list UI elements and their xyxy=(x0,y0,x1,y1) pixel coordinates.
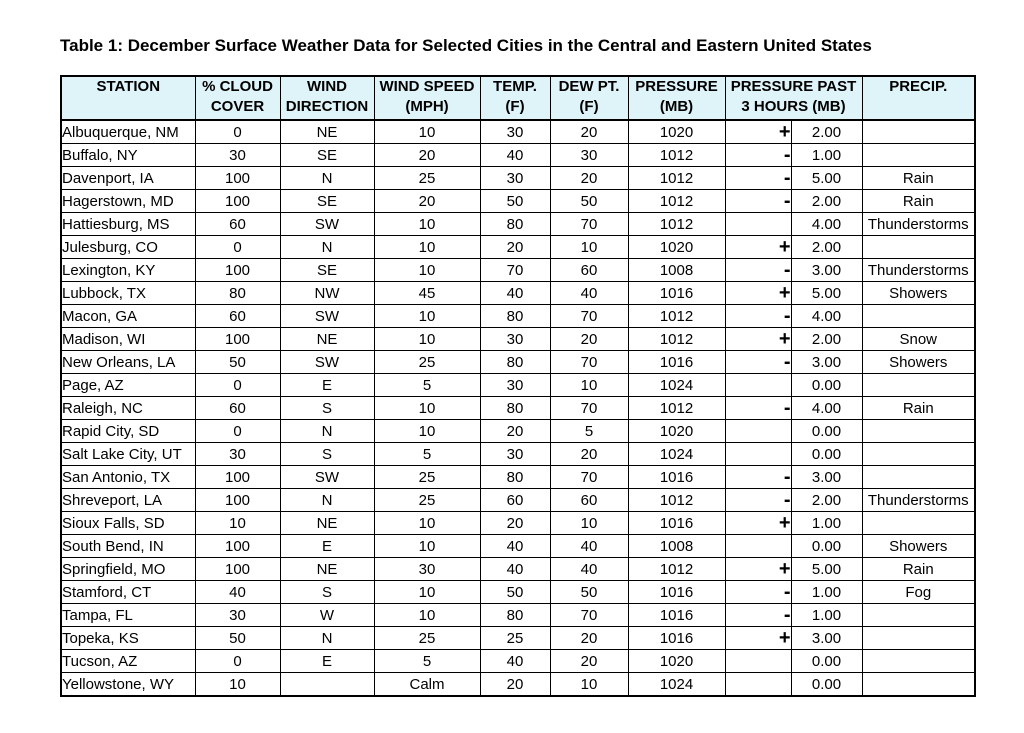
wind-direction-cell: SE xyxy=(280,259,374,282)
pressure-cell: 1012 xyxy=(628,144,725,167)
precip-cell: Showers xyxy=(862,535,975,558)
table-row xyxy=(61,443,975,466)
dew-point-cell: 40 xyxy=(550,535,628,558)
dew-point-cell: 20 xyxy=(550,443,628,466)
wind-speed-cell: 5 xyxy=(374,443,480,466)
pressure-cell: 1024 xyxy=(628,443,725,466)
pressure-past-cell: 3.00 xyxy=(791,351,862,374)
cloud-cover-cell: 100 xyxy=(195,190,280,213)
temp-cell: 20 xyxy=(480,236,550,259)
pressure-past-cell: 0.00 xyxy=(791,673,862,697)
header-temp: TEMP. (F) xyxy=(480,76,550,120)
station-cell: San Antonio, TX xyxy=(61,466,195,489)
table-row xyxy=(61,673,975,697)
pressure-past-cell: 1.00 xyxy=(791,581,862,604)
pressure-cell: 1012 xyxy=(628,167,725,190)
temp-cell: 30 xyxy=(480,374,550,397)
table-row xyxy=(61,650,975,673)
cloud-cover-cell: 100 xyxy=(195,259,280,282)
dew-point-cell: 70 xyxy=(550,466,628,489)
cloud-cover-cell: 50 xyxy=(195,351,280,374)
pressure-past-cell: 2.00 xyxy=(791,236,862,259)
wind-direction-cell: N xyxy=(280,420,374,443)
station-cell: Raleigh, NC xyxy=(61,397,195,420)
station-cell: Topeka, KS xyxy=(61,627,195,650)
wind-direction-cell: SW xyxy=(280,466,374,489)
pressure-past-cell: 2.00 xyxy=(791,190,862,213)
station-cell: Davenport, IA xyxy=(61,167,195,190)
temp-cell: 30 xyxy=(480,328,550,351)
pressure-cell: 1020 xyxy=(628,420,725,443)
precip-cell xyxy=(862,374,975,397)
table-row xyxy=(61,512,975,535)
temp-cell: 50 xyxy=(480,190,550,213)
wind-direction-cell: E xyxy=(280,535,374,558)
cloud-cover-cell: 60 xyxy=(195,397,280,420)
pressure-trend-sign: + xyxy=(725,512,791,535)
table-row xyxy=(61,604,975,627)
pressure-cell: 1008 xyxy=(628,535,725,558)
temp-cell: 80 xyxy=(480,213,550,236)
dew-point-cell: 50 xyxy=(550,190,628,213)
pressure-past-cell: 4.00 xyxy=(791,213,862,236)
wind-speed-cell: Calm xyxy=(374,673,480,697)
pressure-cell: 1024 xyxy=(628,673,725,697)
pressure-trend-sign xyxy=(725,535,791,558)
precip-cell: Thunderstorms xyxy=(862,213,975,236)
wind-speed-cell: 25 xyxy=(374,466,480,489)
table-row xyxy=(61,374,975,397)
pressure-trend-sign xyxy=(725,673,791,697)
cloud-cover-cell: 30 xyxy=(195,144,280,167)
temp-cell: 80 xyxy=(480,466,550,489)
station-cell: Sioux Falls, SD xyxy=(61,512,195,535)
wind-speed-cell: 5 xyxy=(374,374,480,397)
dew-point-cell: 20 xyxy=(550,627,628,650)
cloud-cover-cell: 100 xyxy=(195,328,280,351)
precip-cell xyxy=(862,305,975,328)
wind-speed-cell: 20 xyxy=(374,190,480,213)
precip-cell xyxy=(862,466,975,489)
temp-cell: 20 xyxy=(480,673,550,697)
dew-point-cell: 60 xyxy=(550,489,628,512)
wind-direction-cell: SE xyxy=(280,144,374,167)
wind-direction-cell: E xyxy=(280,374,374,397)
table-row xyxy=(61,328,975,351)
station-cell: Shreveport, LA xyxy=(61,489,195,512)
station-cell: Springfield, MO xyxy=(61,558,195,581)
dew-point-cell: 70 xyxy=(550,305,628,328)
precip-cell xyxy=(862,512,975,535)
wind-speed-cell: 10 xyxy=(374,581,480,604)
precip-cell xyxy=(862,120,975,144)
pressure-trend-sign: - xyxy=(725,466,791,489)
temp-cell: 40 xyxy=(480,144,550,167)
dew-point-cell: 20 xyxy=(550,328,628,351)
station-cell: New Orleans, LA xyxy=(61,351,195,374)
precip-cell: Fog xyxy=(862,581,975,604)
temp-cell: 30 xyxy=(480,443,550,466)
table-row xyxy=(61,282,975,305)
wind-speed-cell: 10 xyxy=(374,236,480,259)
pressure-cell: 1012 xyxy=(628,305,725,328)
table-row xyxy=(61,259,975,282)
dew-point-cell: 70 xyxy=(550,351,628,374)
wind-direction-cell: SW xyxy=(280,213,374,236)
pressure-past-cell: 3.00 xyxy=(791,259,862,282)
cloud-cover-cell: 50 xyxy=(195,627,280,650)
cloud-cover-cell: 100 xyxy=(195,535,280,558)
precip-cell xyxy=(862,627,975,650)
cloud-cover-cell: 0 xyxy=(195,120,280,144)
pressure-trend-sign: + xyxy=(725,120,791,144)
pressure-cell: 1020 xyxy=(628,650,725,673)
precip-cell xyxy=(862,604,975,627)
pressure-cell: 1012 xyxy=(628,397,725,420)
dew-point-cell: 50 xyxy=(550,581,628,604)
cloud-cover-cell: 100 xyxy=(195,466,280,489)
table-row xyxy=(61,144,975,167)
cloud-cover-cell: 0 xyxy=(195,374,280,397)
weather-data-table xyxy=(60,75,976,697)
pressure-cell: 1016 xyxy=(628,604,725,627)
wind-direction-cell: SW xyxy=(280,351,374,374)
pressure-trend-sign xyxy=(725,420,791,443)
precip-cell: Rain xyxy=(862,558,975,581)
temp-cell: 40 xyxy=(480,535,550,558)
pressure-cell: 1016 xyxy=(628,466,725,489)
station-cell: Salt Lake City, UT xyxy=(61,443,195,466)
pressure-past-cell: 4.00 xyxy=(791,305,862,328)
wind-speed-cell: 25 xyxy=(374,627,480,650)
wind-direction-cell: NW xyxy=(280,282,374,305)
pressure-trend-sign: + xyxy=(725,558,791,581)
precip-cell: Thunderstorms xyxy=(862,489,975,512)
pressure-trend-sign: - xyxy=(725,581,791,604)
pressure-cell: 1012 xyxy=(628,190,725,213)
dew-point-cell: 10 xyxy=(550,374,628,397)
wind-direction-cell: S xyxy=(280,581,374,604)
dew-point-cell: 20 xyxy=(550,167,628,190)
cloud-cover-cell: 40 xyxy=(195,581,280,604)
wind-speed-cell: 10 xyxy=(374,604,480,627)
pressure-trend-sign: - xyxy=(725,397,791,420)
wind-direction-cell: NE xyxy=(280,512,374,535)
pressure-past-cell: 0.00 xyxy=(791,420,862,443)
station-cell: Hattiesburg, MS xyxy=(61,213,195,236)
pressure-trend-sign: - xyxy=(725,259,791,282)
temp-cell: 40 xyxy=(480,282,550,305)
station-cell: Tucson, AZ xyxy=(61,650,195,673)
cloud-cover-cell: 100 xyxy=(195,167,280,190)
precip-cell: Showers xyxy=(862,351,975,374)
pressure-trend-sign: - xyxy=(725,144,791,167)
pressure-past-cell: 5.00 xyxy=(791,282,862,305)
pressure-trend-sign: - xyxy=(725,190,791,213)
dew-point-cell: 10 xyxy=(550,512,628,535)
pressure-cell: 1012 xyxy=(628,328,725,351)
pressure-cell: 1008 xyxy=(628,259,725,282)
wind-speed-cell: 10 xyxy=(374,420,480,443)
wind-speed-cell: 10 xyxy=(374,512,480,535)
cloud-cover-cell: 30 xyxy=(195,443,280,466)
pressure-trend-sign: - xyxy=(725,489,791,512)
wind-speed-cell: 10 xyxy=(374,259,480,282)
pressure-past-cell: 3.00 xyxy=(791,627,862,650)
wind-direction-cell: S xyxy=(280,397,374,420)
table-row xyxy=(61,190,975,213)
pressure-past-cell: 0.00 xyxy=(791,650,862,673)
precip-cell: Rain xyxy=(862,397,975,420)
precip-cell xyxy=(862,144,975,167)
dew-point-cell: 60 xyxy=(550,259,628,282)
header-wind-speed: WIND SPEED (MPH) xyxy=(374,76,480,120)
table-row xyxy=(61,420,975,443)
station-cell: Lubbock, TX xyxy=(61,282,195,305)
cloud-cover-cell: 0 xyxy=(195,236,280,259)
cloud-cover-cell: 80 xyxy=(195,282,280,305)
wind-speed-cell: 10 xyxy=(374,397,480,420)
precip-cell: Showers xyxy=(862,282,975,305)
pressure-cell: 1020 xyxy=(628,120,725,144)
temp-cell: 80 xyxy=(480,604,550,627)
station-cell: Yellowstone, WY xyxy=(61,673,195,697)
cloud-cover-cell: 0 xyxy=(195,650,280,673)
pressure-past-cell: 1.00 xyxy=(791,144,862,167)
pressure-cell: 1012 xyxy=(628,213,725,236)
wind-direction-cell: E xyxy=(280,650,374,673)
wind-speed-cell: 45 xyxy=(374,282,480,305)
wind-direction-cell: SE xyxy=(280,190,374,213)
header-wind-direction: WIND DIRECTION xyxy=(280,76,374,120)
header-cloud-cover: % CLOUD COVER xyxy=(195,76,280,120)
pressure-trend-sign: - xyxy=(725,604,791,627)
temp-cell: 20 xyxy=(480,512,550,535)
table-row xyxy=(61,535,975,558)
station-cell: Macon, GA xyxy=(61,305,195,328)
pressure-cell: 1012 xyxy=(628,489,725,512)
station-cell: Albuquerque, NM xyxy=(61,120,195,144)
header-precip: PRECIP. xyxy=(862,76,975,120)
dew-point-cell: 70 xyxy=(550,604,628,627)
wind-direction-cell: NE xyxy=(280,120,374,144)
precip-cell: Snow xyxy=(862,328,975,351)
precip-cell xyxy=(862,236,975,259)
precip-cell: Rain xyxy=(862,190,975,213)
wind-direction-cell: N xyxy=(280,489,374,512)
pressure-past-cell: 5.00 xyxy=(791,558,862,581)
station-cell: Rapid City, SD xyxy=(61,420,195,443)
pressure-past-cell: 4.00 xyxy=(791,397,862,420)
header-station: STATION xyxy=(61,76,195,120)
wind-speed-cell: 30 xyxy=(374,558,480,581)
pressure-past-cell: 2.00 xyxy=(791,328,862,351)
table-row xyxy=(61,627,975,650)
station-cell: Stamford, CT xyxy=(61,581,195,604)
precip-cell xyxy=(862,420,975,443)
pressure-past-cell: 5.00 xyxy=(791,167,862,190)
pressure-trend-sign: + xyxy=(725,236,791,259)
pressure-cell: 1016 xyxy=(628,627,725,650)
table-row xyxy=(61,558,975,581)
pressure-cell: 1012 xyxy=(628,558,725,581)
pressure-cell: 1016 xyxy=(628,351,725,374)
pressure-past-cell: 0.00 xyxy=(791,374,862,397)
station-cell: Madison, WI xyxy=(61,328,195,351)
temp-cell: 30 xyxy=(480,120,550,144)
pressure-cell: 1016 xyxy=(628,581,725,604)
precip-cell xyxy=(862,673,975,697)
pressure-past-cell: 0.00 xyxy=(791,443,862,466)
header-pressure-past: PRESSURE PAST 3 HOURS (MB) xyxy=(725,76,862,120)
cloud-cover-cell: 60 xyxy=(195,213,280,236)
temp-cell: 20 xyxy=(480,420,550,443)
table-row xyxy=(61,167,975,190)
wind-speed-cell: 10 xyxy=(374,213,480,236)
table-row xyxy=(61,489,975,512)
wind-speed-cell: 10 xyxy=(374,328,480,351)
pressure-trend-sign: - xyxy=(725,167,791,190)
wind-speed-cell: 25 xyxy=(374,489,480,512)
dew-point-cell: 20 xyxy=(550,650,628,673)
pressure-past-cell: 1.00 xyxy=(791,604,862,627)
pressure-cell: 1024 xyxy=(628,374,725,397)
table-row xyxy=(61,305,975,328)
table-row xyxy=(61,397,975,420)
wind-direction-cell: N xyxy=(280,627,374,650)
wind-direction-cell xyxy=(280,673,374,697)
station-cell: Tampa, FL xyxy=(61,604,195,627)
cloud-cover-cell: 10 xyxy=(195,673,280,697)
precip-cell: Rain xyxy=(862,167,975,190)
pressure-trend-sign xyxy=(725,650,791,673)
wind-speed-cell: 10 xyxy=(374,305,480,328)
precip-cell: Thunderstorms xyxy=(862,259,975,282)
dew-point-cell: 40 xyxy=(550,558,628,581)
pressure-trend-sign xyxy=(725,374,791,397)
wind-direction-cell: SW xyxy=(280,305,374,328)
temp-cell: 25 xyxy=(480,627,550,650)
station-cell: Hagerstown, MD xyxy=(61,190,195,213)
wind-speed-cell: 5 xyxy=(374,650,480,673)
wind-speed-cell: 20 xyxy=(374,144,480,167)
header-pressure: PRESSURE (MB) xyxy=(628,76,725,120)
precip-cell xyxy=(862,443,975,466)
wind-direction-cell: S xyxy=(280,443,374,466)
dew-point-cell: 5 xyxy=(550,420,628,443)
table-body xyxy=(61,120,975,696)
wind-direction-cell: N xyxy=(280,167,374,190)
temp-cell: 30 xyxy=(480,167,550,190)
dew-point-cell: 20 xyxy=(550,120,628,144)
station-cell: Page, AZ xyxy=(61,374,195,397)
pressure-trend-sign xyxy=(725,443,791,466)
wind-direction-cell: N xyxy=(280,236,374,259)
table-row xyxy=(61,466,975,489)
wind-speed-cell: 25 xyxy=(374,167,480,190)
wind-direction-cell: NE xyxy=(280,558,374,581)
temp-cell: 70 xyxy=(480,259,550,282)
wind-speed-cell: 10 xyxy=(374,120,480,144)
table-row xyxy=(61,120,975,144)
table-row xyxy=(61,236,975,259)
station-cell: South Bend, IN xyxy=(61,535,195,558)
wind-direction-cell: W xyxy=(280,604,374,627)
pressure-trend-sign: - xyxy=(725,351,791,374)
dew-point-cell: 10 xyxy=(550,236,628,259)
pressure-past-cell: 3.00 xyxy=(791,466,862,489)
wind-speed-cell: 25 xyxy=(374,351,480,374)
header-row xyxy=(61,76,975,120)
wind-speed-cell: 10 xyxy=(374,535,480,558)
cloud-cover-cell: 30 xyxy=(195,604,280,627)
table-row xyxy=(61,213,975,236)
station-cell: Lexington, KY xyxy=(61,259,195,282)
station-cell: Julesburg, CO xyxy=(61,236,195,259)
temp-cell: 80 xyxy=(480,397,550,420)
temp-cell: 50 xyxy=(480,581,550,604)
cloud-cover-cell: 100 xyxy=(195,558,280,581)
dew-point-cell: 40 xyxy=(550,282,628,305)
dew-point-cell: 70 xyxy=(550,213,628,236)
pressure-cell: 1016 xyxy=(628,282,725,305)
dew-point-cell: 30 xyxy=(550,144,628,167)
temp-cell: 40 xyxy=(480,558,550,581)
pressure-past-cell: 2.00 xyxy=(791,489,862,512)
pressure-trend-sign: + xyxy=(725,627,791,650)
temp-cell: 80 xyxy=(480,305,550,328)
cloud-cover-cell: 60 xyxy=(195,305,280,328)
cloud-cover-cell: 0 xyxy=(195,420,280,443)
cloud-cover-cell: 100 xyxy=(195,489,280,512)
temp-cell: 40 xyxy=(480,650,550,673)
pressure-trend-sign xyxy=(725,213,791,236)
wind-direction-cell: NE xyxy=(280,328,374,351)
table-title: Table 1: December Surface Weather Data for Selected Cities in the Central and Eastern United States xyxy=(60,36,872,55)
dew-point-cell: 70 xyxy=(550,397,628,420)
cloud-cover-cell: 10 xyxy=(195,512,280,535)
pressure-past-cell: 0.00 xyxy=(791,535,862,558)
table-row xyxy=(61,351,975,374)
header-dew-point: DEW PT. (F) xyxy=(550,76,628,120)
station-cell: Buffalo, NY xyxy=(61,144,195,167)
pressure-trend-sign: + xyxy=(725,328,791,351)
temp-cell: 60 xyxy=(480,489,550,512)
pressure-cell: 1020 xyxy=(628,236,725,259)
pressure-cell: 1016 xyxy=(628,512,725,535)
table-row xyxy=(61,581,975,604)
pressure-trend-sign: + xyxy=(725,282,791,305)
pressure-past-cell: 2.00 xyxy=(791,120,862,144)
dew-point-cell: 10 xyxy=(550,673,628,697)
pressure-trend-sign: - xyxy=(725,305,791,328)
temp-cell: 80 xyxy=(480,351,550,374)
precip-cell xyxy=(862,650,975,673)
pressure-past-cell: 1.00 xyxy=(791,512,862,535)
